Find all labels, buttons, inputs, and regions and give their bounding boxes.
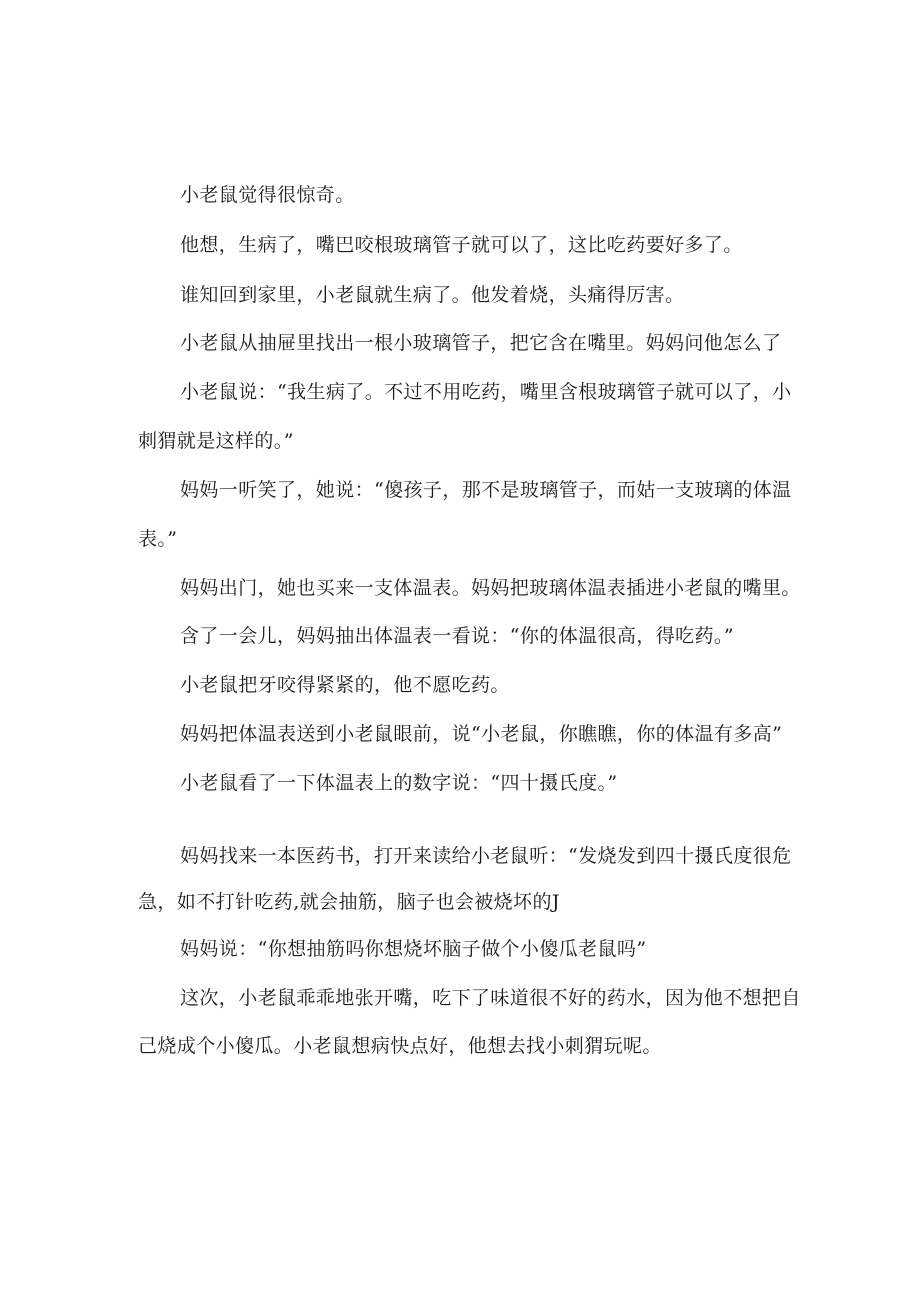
paragraph-line: 含了一会儿，妈妈抽出体温表一看说：“你的体温很高，得吃药。” (180, 625, 734, 647)
paragraph-line: 妈妈出门，她也买来一支体温表。妈妈把玻璃体温表插进小老鼠的嘴里。 (180, 577, 801, 599)
paragraph-line: 小老鼠把牙咬得紧紧的，他不愿吃药。 (180, 674, 510, 696)
paragraph-line: 妈妈说：“你想抽筋吗你想烧坏脑子做个小傻瓜老鼠吗” (180, 938, 647, 960)
paragraph-line: 小老鼠说：“我生病了。不过不用吃药，嘴里含根玻璃管子就可以了，小 (180, 381, 792, 403)
paragraph-line: 妈妈一听笑了，她说：“傻孩子，那不是玻璃管子，而姑一支玻璃的体温 (180, 479, 792, 501)
paragraph-line: 这次，小老鼠乖乖地张开嘴，吃下了味道很不好的药水，因为他不想把自 (180, 987, 801, 1009)
paragraph-line: 表。” (138, 528, 178, 550)
paragraph-line: 己烧成个小傻瓜。小老鼠想病快点好，他想去找小刺猬玩呢。 (138, 1035, 662, 1057)
paragraph-line: 小老鼠觉得很惊奇。 (180, 184, 355, 206)
paragraph-line: 妈妈找来一本医药书，打开来读给小老鼠听：“发烧发到四十摄氏度很危 (180, 845, 792, 867)
paragraph-line: 急，如不打针吃药,就会抽筋，脑子也会被烧坏的J (138, 891, 560, 913)
paragraph-line: 谁知回到家里，小老鼠就生病了。他发着烧，头痛得厉害。 (180, 284, 685, 306)
paragraph-line: 刺猬就是这样的。” (138, 430, 294, 452)
paragraph-line: 妈妈把体温表送到小老鼠眼前，说“小老鼠，你瞧瞧，你的体温有多高” (180, 723, 783, 745)
paragraph-line: 小老鼠看了一下体温表上的数字说：“四十摄氏度。” (180, 772, 618, 794)
paragraph-line: 他想，生病了，嘴巴咬根玻璃管子就可以了，这比吃药要好多了。 (180, 234, 743, 256)
paragraph-line: 小老鼠从抽屉里找出一根小玻璃管子，把它含在嘴里。妈妈问他怎么了 (180, 332, 782, 354)
